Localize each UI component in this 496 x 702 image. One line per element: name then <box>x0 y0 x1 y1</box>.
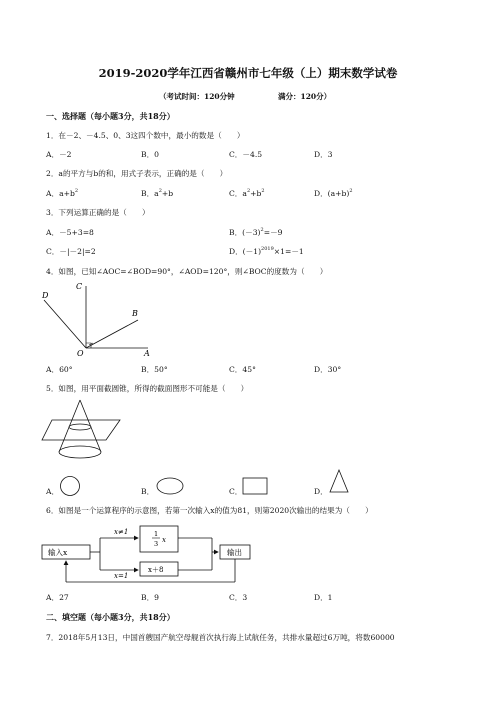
q2-option-d: D．$(a+b)^2$ <box>314 188 353 198</box>
q4-option-d: D．30° <box>314 365 342 374</box>
q5-option-a: A． <box>46 487 60 496</box>
q6-option-b: B．9 <box>141 593 160 602</box>
q3-option-d: D．$(-1)^{2019}\times 1=-1$ <box>229 246 304 256</box>
flow-input-label: 输入x <box>48 548 68 557</box>
question-3-stem: 3．下列运算正确的是（ ） <box>46 208 150 217</box>
page-title: 2019-2020学年江西省赣州市七年级（上）期末数学试卷 <box>98 66 398 80</box>
q6-option-c: C．3 <box>229 593 248 602</box>
flow-output-label: 输出 <box>227 548 242 557</box>
q4-option-b: B．50° <box>141 365 168 374</box>
exam-time: （考试时间：120分钟 <box>159 92 235 101</box>
question-2-stem: 2．a的平方与b的和，用式子表示，正确的是（ ） <box>46 169 228 178</box>
q4-option-a: A．60° <box>46 365 73 374</box>
q5-option-d: D． <box>314 487 328 496</box>
fraction-variable: x <box>162 536 166 544</box>
label-c: C <box>76 282 83 291</box>
triangle-shape <box>328 469 350 495</box>
q1-option-d: D．3 <box>314 150 333 159</box>
fraction-denominator: 3 <box>154 540 159 548</box>
label-b: B <box>132 309 138 318</box>
q4-option-c: C．45° <box>229 365 256 374</box>
q2-option-b: B．$a^2+b$ <box>141 188 174 198</box>
q1-option-c: C．－4.5 <box>229 150 263 159</box>
q1-option-a: A．－2 <box>46 150 72 159</box>
label-o: O <box>77 349 84 358</box>
section-choice-heading: 一、选择题（每小题3分，共18分） <box>46 111 175 121</box>
question-1-stem: 1．在－2、－4.5、0、3这四个数中，最小的数是（ ） <box>46 131 245 140</box>
q6-option-a: A．27 <box>46 593 69 602</box>
q2-option-a: A．$a+b^2$ <box>46 188 79 198</box>
condition-equals-one: x=1 <box>114 572 129 580</box>
label-a: A <box>144 349 150 358</box>
question-5-stem: 5．如图，用平面截圆锥，所得的截面图形不可能是（ ） <box>46 384 249 393</box>
flowchart <box>40 516 280 584</box>
question-7-stem: 7．2018年5月13日，中国首艘国产航空母舰首次执行海上试航任务，共排水量超过6万吨，将数60000 <box>46 633 395 642</box>
q1-option-b: B．0 <box>141 150 160 159</box>
q6-option-d: D．1 <box>314 593 333 602</box>
exam-score: 满分：120分） <box>278 92 332 101</box>
condition-not-one: x≠1 <box>114 528 129 536</box>
q5-option-b: B． <box>141 487 155 496</box>
fraction-numerator: 1 <box>154 530 159 538</box>
angle-figure <box>40 282 160 362</box>
cone-plane-figure <box>40 398 140 466</box>
rectangle-shape <box>242 476 268 496</box>
section-fill-heading: 二、填空题（每小题3分，共18分） <box>46 612 175 622</box>
ellipse-shape <box>155 476 185 496</box>
label-d: D <box>42 291 49 300</box>
circle-shape <box>58 474 82 498</box>
q2-option-c: C．$a^2+b^2$ <box>229 188 265 198</box>
q3-option-c: C．－|－2|=2 <box>46 247 96 256</box>
q3-option-a: A．－5+3=8 <box>46 228 94 237</box>
add-eight-label: x＋8 <box>148 566 164 574</box>
question-4-stem: 4．如图，已知∠AOC=∠BOD=90°，∠AOD=120°，则∠BOC的度数为（ ） <box>46 267 328 276</box>
q3-option-b: B．$(-3)^2=-9$ <box>229 227 283 237</box>
q5-option-c: C． <box>229 487 243 496</box>
question-6-stem: 6．如图是一个运算程序的示意图，若第一次输入x的值为81，则第2020次输出的结果为（ ） <box>46 506 373 515</box>
